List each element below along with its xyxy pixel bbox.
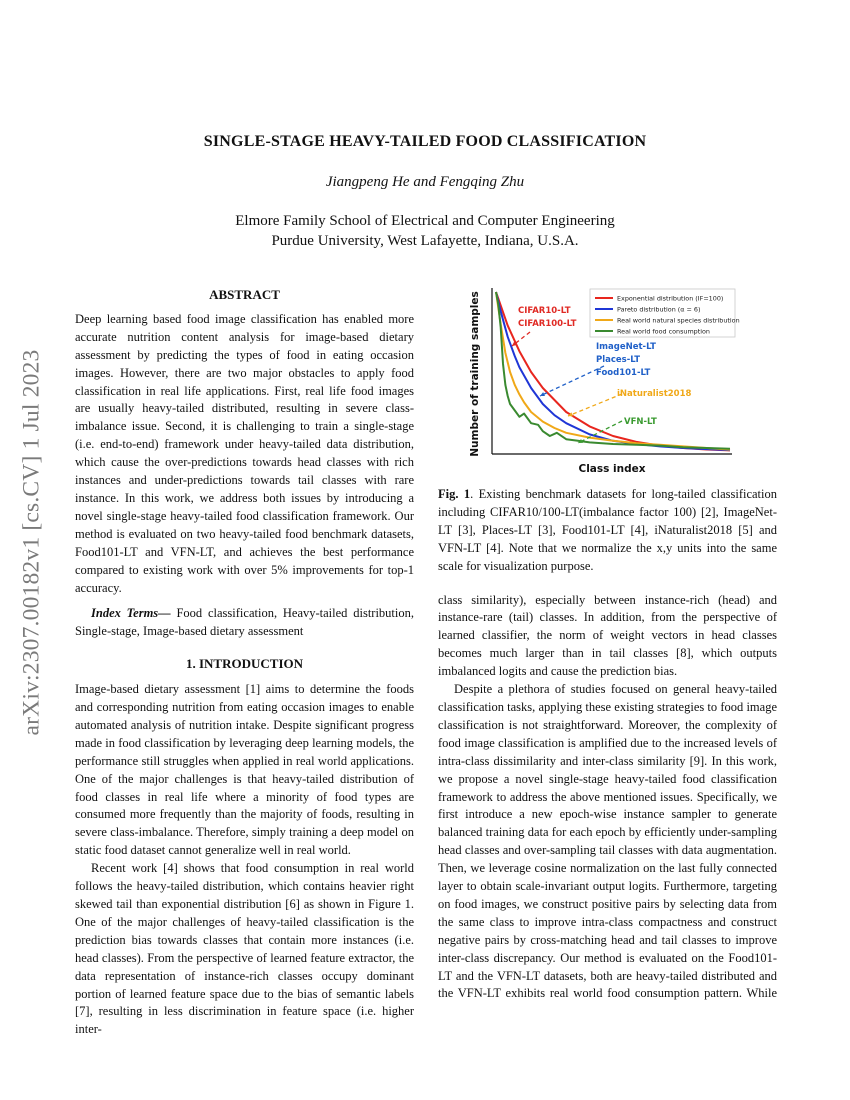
chart-legend — [590, 289, 740, 337]
legend-label-0: Exponential distribution (IF=100) — [617, 294, 724, 303]
caption-text: . Existing benchmark datasets for long-tailed classification including CIFAR10/100-LT(imbalance factor 100) [2], ImageNet-LT [3], Places-LT [3], Food101-LT [4], iNaturalist2018 [5] and VFN-LT [4]. Note that we normalize the x,y units into the same scale for visualization purpose. — [438, 487, 777, 573]
x-axis-label: Class index — [578, 463, 646, 474]
figure-1 — [462, 286, 740, 474]
index-terms-text: Food classification, Heavy-tailed distribution, Single-stage, Image-based dietary assessment — [75, 606, 415, 639]
y-axis-label: Number of training samples — [469, 291, 481, 457]
annotation-label-1: CIFAR100-LT — [518, 319, 577, 329]
right-paragraph-2: Despite a plethora of studies focused on general heavy-tailed classification tasks, applying these existing strategies to food image classification is not straightforward. Moreover, the complexity of food image classification is amplified due to the increased levels of intra-class dissimilarity and inter-class similarity [9]. In this work, we propose a novel single-stage heavy-tailed food classification framework to address the above mentioned issues. Specifically, we first introduce a new epoch-wise instance sampler to generate balanced training data for each epoch by efficiently under-sampling head classes and over-sampling tail classes with data augmentation. Then, we leverage cosine normalization on the last fully connected layer to obtain scale-invariant output logits. Furthermore, targeting on food images, we construct positive pairs by selecting data from the same class to improve intra-class compactness and construct negative pairs by cross-matching head and tail classes to improve inter-class discrepancy. Our method is evaluated on the Food101-LT and the VFN-LT datasets, both are heavy-tailed distributed and the VFN-LT exhibits real world food consumption pattern. While — [438, 682, 777, 1001]
figure-1-chart — [462, 286, 740, 474]
index-terms — [75, 605, 414, 641]
affiliation-line-1: Elmore Family School of Electrical and Computer Engineering — [235, 213, 615, 229]
paper-authors: Jiangpeng He and Fengqing Zhu — [325, 174, 525, 190]
legend-label-1: Pareto distribution (α = 6) — [617, 305, 701, 314]
abstract-heading: ABSTRACT — [209, 287, 280, 302]
annotation-label-3: Places-LT — [596, 355, 641, 365]
left-column — [75, 286, 414, 1039]
index-terms-label: Index Terms— — [91, 606, 171, 621]
annotation-arrow-5 — [568, 394, 622, 416]
affiliation-line-2: Purdue University, West Lafayette, Indiana, U.S.A. — [271, 233, 579, 249]
annotation-label-0: CIFAR10-LT — [518, 306, 571, 316]
arxiv-watermark — [12, 307, 52, 777]
abstract-text: Deep learning based food image classification has enabled more accurate nutrition content analysis for image-based dietary assessment by predicting the types of food in eating occasion images. However, there are two major obstacles to apply food classification in real life applications. First, real life food images are usually heavy-tailed distributed, resulting in severe class-imbalance issue. Second, it is challenging to train a single-stage (i.e. end-to-end) framework under heavy-tailed data distribution, which cause the over-predictions towards head classes with rich instances and under-predictions towards tail classes with rare instance. In this work, we address both issues by introducing a novel single-stage heavy-tailed food classification framework. Our method is evaluated on two heavy-tailed food benchmark datasets, Food101-LT and VFN-LT, and achieves the best performance compared to existing work with over 5% improvements for top-1 accuracy. — [75, 311, 414, 595]
intro-paragraph-2: Recent work [4] shows that food consumption in real world follows the heavy-tailed distribution, which contains heavier right skewed tail than exponential distribution [6] as shown in Figure 1. One of the major challenges of heavy-tailed classification is the prediction bias towards classes that contain more instances (i.e. head classes). From the perspective of learned feature extractor, the data representation of instance-rich classes occupy dominant portion of learned feature space due to the bias of semantic labels [7], resulting in less discrimination in feature space (i.e. higher inter- — [75, 861, 414, 1037]
right-paragraph-1: class similarity), especially between instance-rich (head) and instance-rare (tail) classes. In addition, from the perspective of learned classifier, the norm of weight vectors in head classes becomes much larger than in tail classes [8], which outputs imbalanced logits and cause the prediction bias. — [438, 592, 777, 679]
annotation-label-6: VFN-LT — [624, 417, 657, 427]
annotation-label-4: Food101-LT — [596, 368, 651, 378]
annotation-label-5: iNaturalist2018 — [617, 389, 692, 399]
arxiv-id: arXiv:2307.00182v1 [cs.CV] 1 Jul 2023 — [18, 349, 45, 735]
annotation-label-2: ImageNet-LT — [596, 342, 656, 352]
legend-label-2: Real world natural species distribution — [617, 316, 740, 325]
paper-title: SINGLE-STAGE HEAVY-TAILED FOOD CLASSIFICATION — [203, 133, 647, 150]
figure-caption — [438, 486, 777, 576]
caption-label: Fig. 1 — [438, 487, 471, 501]
right-column — [438, 486, 777, 1003]
introduction-heading: 1. INTRODUCTION — [185, 656, 303, 672]
annotation-arrow-4 — [540, 366, 604, 396]
legend-label-3: Real world food consumption — [617, 327, 710, 336]
paper-affiliation — [0, 211, 850, 251]
intro-paragraph-1: Image-based dietary assessment [1] aims to determine the foods and corresponding nutrition from eating occasion images to enable automated analysis of nutrition intake. Despite significant progress made in food classification by leveraging deep learning models, the performance still struggles when applied in real world applications. One of the major challenges is that heavy-tailed distribution of food classes in real life where a minority of food types are consumed more frequently than the majority of foods, resulting in severe class-imbalance. Therefore, simply training a deep model on static food dataset cannot generalize well in real world. — [75, 682, 414, 858]
